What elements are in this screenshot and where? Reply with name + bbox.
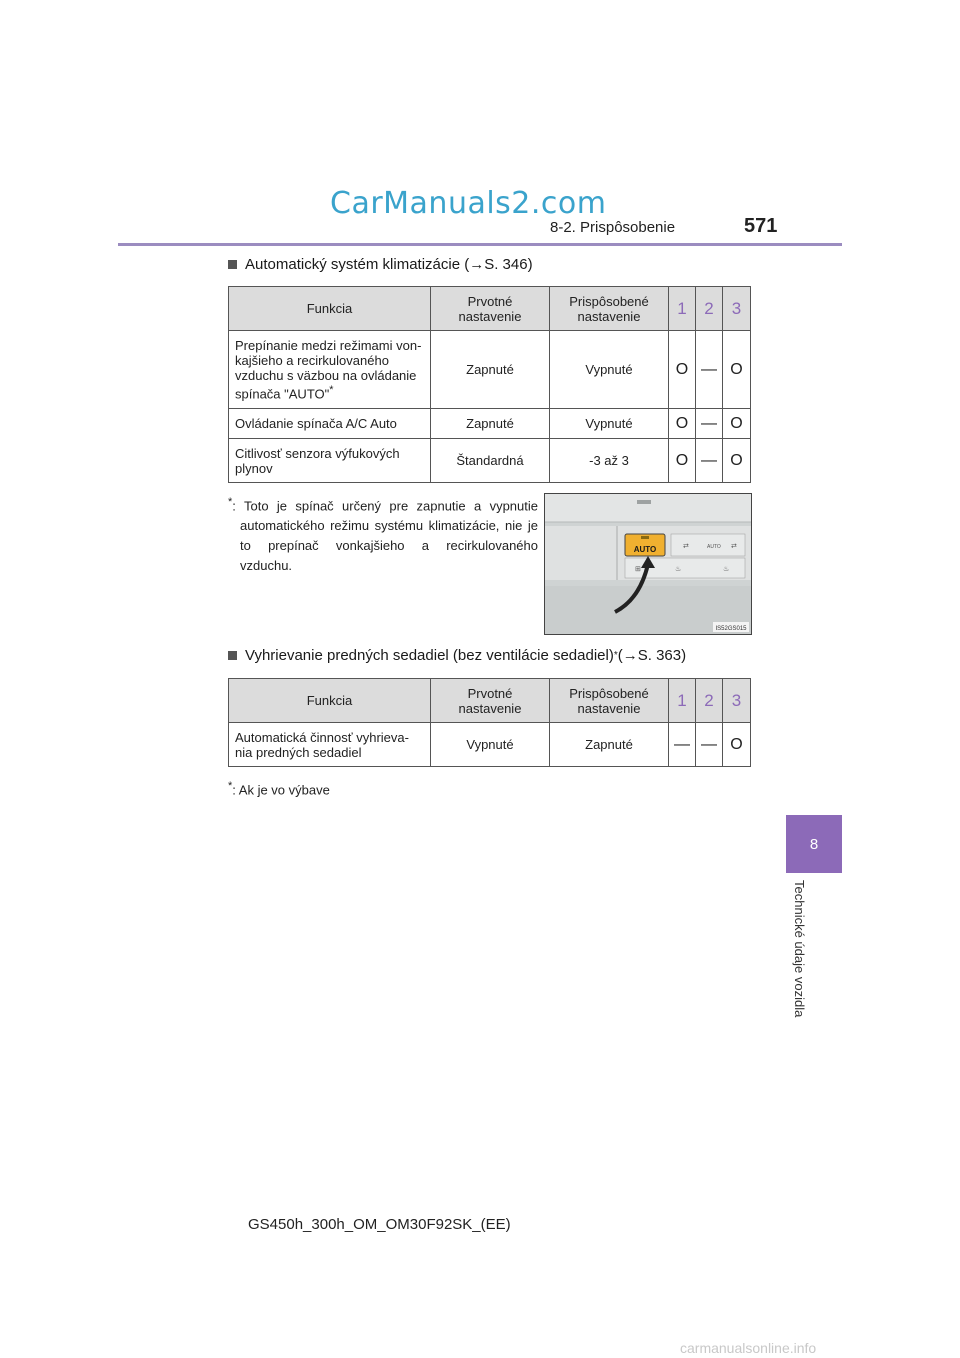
cell-function: Automatická činnosť vyhrieva- nia predných sedadiel (229, 723, 431, 767)
svg-text:⇄: ⇄ (683, 543, 689, 550)
bullet-square-icon (228, 651, 237, 660)
header-divider (118, 243, 842, 246)
cell-initial: Zapnuté (431, 331, 550, 409)
header-custom: Prispôsobené nastavenie (550, 679, 669, 723)
header-function: Funkcia (229, 287, 431, 331)
header-method-2: 2 (696, 679, 723, 723)
header-method-3: 3 (723, 679, 751, 723)
header-method-3: 3 (723, 287, 751, 331)
cell-method-3: O (723, 723, 751, 767)
cell-method-1: O (669, 331, 696, 409)
svg-text:⊞: ⊞ (635, 566, 641, 573)
arrow-icon: → (469, 256, 485, 273)
cell-function: Citlivosť senzora výfukových plynov (229, 439, 431, 483)
table-row (229, 331, 751, 409)
image-code: IS52GS015 (715, 626, 747, 632)
chapter-title: Technické údaje vozidla (792, 880, 807, 1018)
chapter-tab[interactable] (786, 815, 842, 873)
cell-initial: Štandardná (431, 439, 550, 483)
header-method-1: 1 (669, 287, 696, 331)
auto-switch-photo (544, 493, 752, 635)
heading-paren: ( (617, 647, 623, 664)
cell-initial: Zapnuté (431, 409, 550, 439)
cell-method-2: — (696, 331, 723, 409)
table-row (229, 439, 751, 483)
cell-custom: Vypnuté (550, 331, 669, 409)
cell-method-3: O (723, 409, 751, 439)
arrow-icon: → (622, 647, 638, 664)
document-id: GS450h_300h_OM_OM30F92SK_(EE) (248, 1216, 511, 1233)
svg-text:⇄: ⇄ (731, 543, 737, 550)
svg-text:♨: ♨ (675, 566, 682, 573)
footnote-marker: * (613, 650, 618, 661)
footnote-marker: * (228, 496, 233, 508)
table-header-row (229, 287, 751, 331)
page-reference[interactable]: S. 363) (637, 647, 687, 664)
cell-custom: -3 až 3 (550, 439, 669, 483)
footnote-text: : Ak je vo výbave (232, 782, 330, 798)
cell-method-3: O (723, 439, 751, 483)
table-row (229, 409, 751, 439)
page-reference[interactable]: S. 346) (484, 256, 533, 273)
cell-method-1: O (669, 409, 696, 439)
watermark-footer: carmanualsonline.info (680, 1340, 817, 1356)
bullet-square-icon (228, 260, 237, 269)
table-header-row (229, 679, 751, 723)
header-initial: Prvotné nastavenie (431, 679, 550, 723)
header-initial: Prvotné nastavenie (431, 287, 550, 331)
header-method-2: 2 (696, 287, 723, 331)
footnote-optional (228, 776, 330, 800)
footnote-marker: * (329, 383, 334, 396)
section-label: 8-2. Prispôsobenie (550, 219, 676, 236)
cell-custom: Vypnuté (550, 409, 669, 439)
customization-table-seat-heaters (228, 678, 751, 767)
auto-button-label: AUTO (633, 545, 657, 554)
cell-method-1: — (669, 723, 696, 767)
watermark-logo: CarManuals2.com (330, 186, 607, 221)
section-heading-seat-heaters (228, 647, 686, 664)
section-heading-climate (228, 256, 533, 273)
cell-custom: Zapnuté (550, 723, 669, 767)
climate-panel-illustration (545, 494, 751, 634)
cell-function: Prepínanie medzi režimami von- kajšieho a recirkulovaného vzduchu s väzbou na ovládanie spínača "AUTO"* (229, 331, 431, 409)
footnote-marker: * (228, 780, 233, 792)
small-auto-label: AUTO (707, 544, 721, 550)
chapter-number: 8 (809, 835, 819, 853)
header-function: Funkcia (229, 679, 431, 723)
footnote-climate (228, 492, 538, 576)
svg-text:♨: ♨ (723, 566, 730, 573)
header-custom: Prispôsobené nastavenie (550, 287, 669, 331)
header-method-1: 1 (669, 679, 696, 723)
footnote-text: : Toto je spínač určený pre zapnutie a vypnutie automatického režimu systému klimatizácie, nie je to prepínač vonkajšieho a recirkulovaného vzduchu. (232, 498, 538, 574)
heading-text: Vyhrievanie predných sedadiel (bez ventilácie sedadiel) (245, 647, 614, 664)
table-row (229, 723, 751, 767)
customization-table-climate (228, 286, 751, 483)
cell-function: Ovládanie spínača A/C Auto (229, 409, 431, 439)
cell-initial: Vypnuté (431, 723, 550, 767)
cell-method-1: O (669, 439, 696, 483)
heading-text: Automatický systém klimatizácie ( (245, 256, 470, 273)
cell-method-3: O (723, 331, 751, 409)
cell-method-2: — (696, 409, 723, 439)
page-number: 571 (744, 215, 778, 237)
cell-method-2: — (696, 723, 723, 767)
cell-method-2: — (696, 439, 723, 483)
